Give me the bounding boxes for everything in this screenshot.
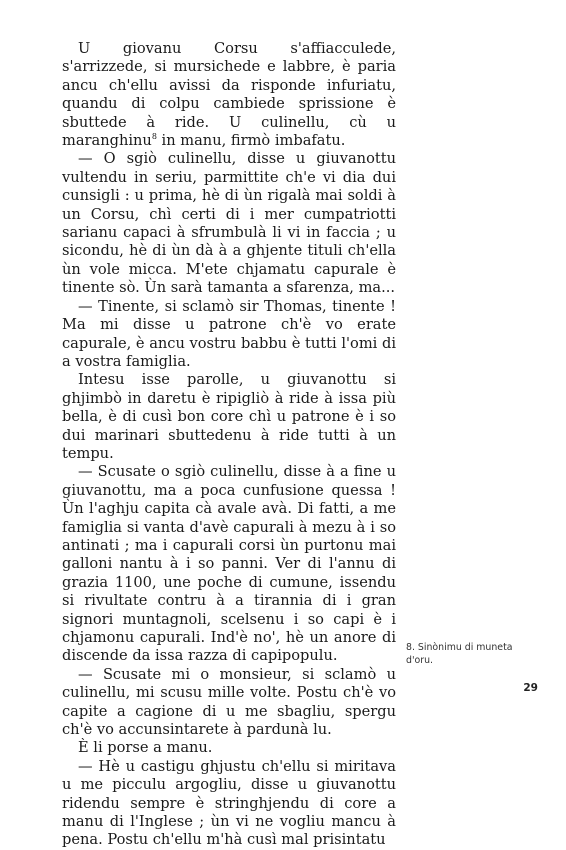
paragraph-5: — Scusate o sgiò culinellu, disse à a fine u giuvanottu, ma a poca cunfusione quessa ! Ùn l'aghju capita cà avale avà. Di fatti, a me famiglia si vanta d'avè capurali à mezu à i so antinati ; ma i capurali corsi ùn purtonu mai galloni nantu à i so panni. Ver di l'annu di grazia 1100, une poche di cumune, issendu si rivultate contru à a tirannia di i gran signori muntagnoli, scelsenu i so capi è i chjamonu capurali. Ind'è no', hè un anore di discende da issa razza di capipopulu.: [62, 463, 396, 665]
paragraph-3: — Tinente, si sclamò sir Thomas, tinente ! Ma mi disse u patrone ch'è vo erate capurale, è ancu vostru babbu è tutti l'omi di a vostra famiglia.: [62, 297, 396, 370]
paragraph-8: — Hè u castigu ghjustu ch'ellu si miritava u me picculu argogliu, disse u giuvanottu ridendu sempre è stringhjendu di core a manu di l'Inglese ; ùn vi ne vogliu mancu à pena. Postu ch'ellu m'hà cusì mal prisintatu: [62, 757, 396, 849]
body-text: [62, 40, 396, 850]
footnote-reference: 8: [151, 132, 157, 142]
paragraph-7: È li porse a manu.: [78, 739, 213, 757]
paragraph-2: — O sgiò culinellu, disse u giuvanottu vultendu in seriu, parmittite ch'e vi dia dui cunsigli : u prima, hè di ùn rigalà mai soldi à un Corsu, chì certi di i mer cumpatriotti sarianu capaci à sfrumbulà li vi in faccia ; u sicondu, hè di ùn dà à a ghjente tituli ch'ella ùn vole micca. M'ete chjamatu capurale è tinente sò. Ùn sarà tamanta a sfarenza, ma...: [62, 150, 396, 297]
paragraph-4: Intesu isse parolle, u giuvanottu si ghjimbò in daretu è ripigliò à ride à issa più bella, è di cusì bon core chì u patrone è i so dui marinari sbuttedenu à ride tutti à un tempu.: [62, 371, 396, 462]
paragraph-text-continued: in manu, firmò imbafatu.: [156, 132, 346, 150]
paragraph-1: [62, 40, 396, 150]
footnote: 8. Sinònimu di muneta d'oru.: [406, 642, 513, 666]
paragraph-text: U giovanu Corsu s'affiacculede, s'arrizzede, si mursichede e labbre, è paria ancu ch'ellu avissi da risponde infuriatu, quandu di colpu cambiede sprissione è sbuttede à ride. U culinellu, cù u maranghinu: [62, 40, 396, 150]
page-number: 29: [523, 682, 538, 694]
paragraph-6: — Scusate mi o monsieur, si sclamò u culinellu, mi scusu mille volte. Postu ch'è vo capite a cagione di u me sbagliu, spergu ch'è vo accunsintarete à pardunà lu.: [62, 665, 396, 739]
